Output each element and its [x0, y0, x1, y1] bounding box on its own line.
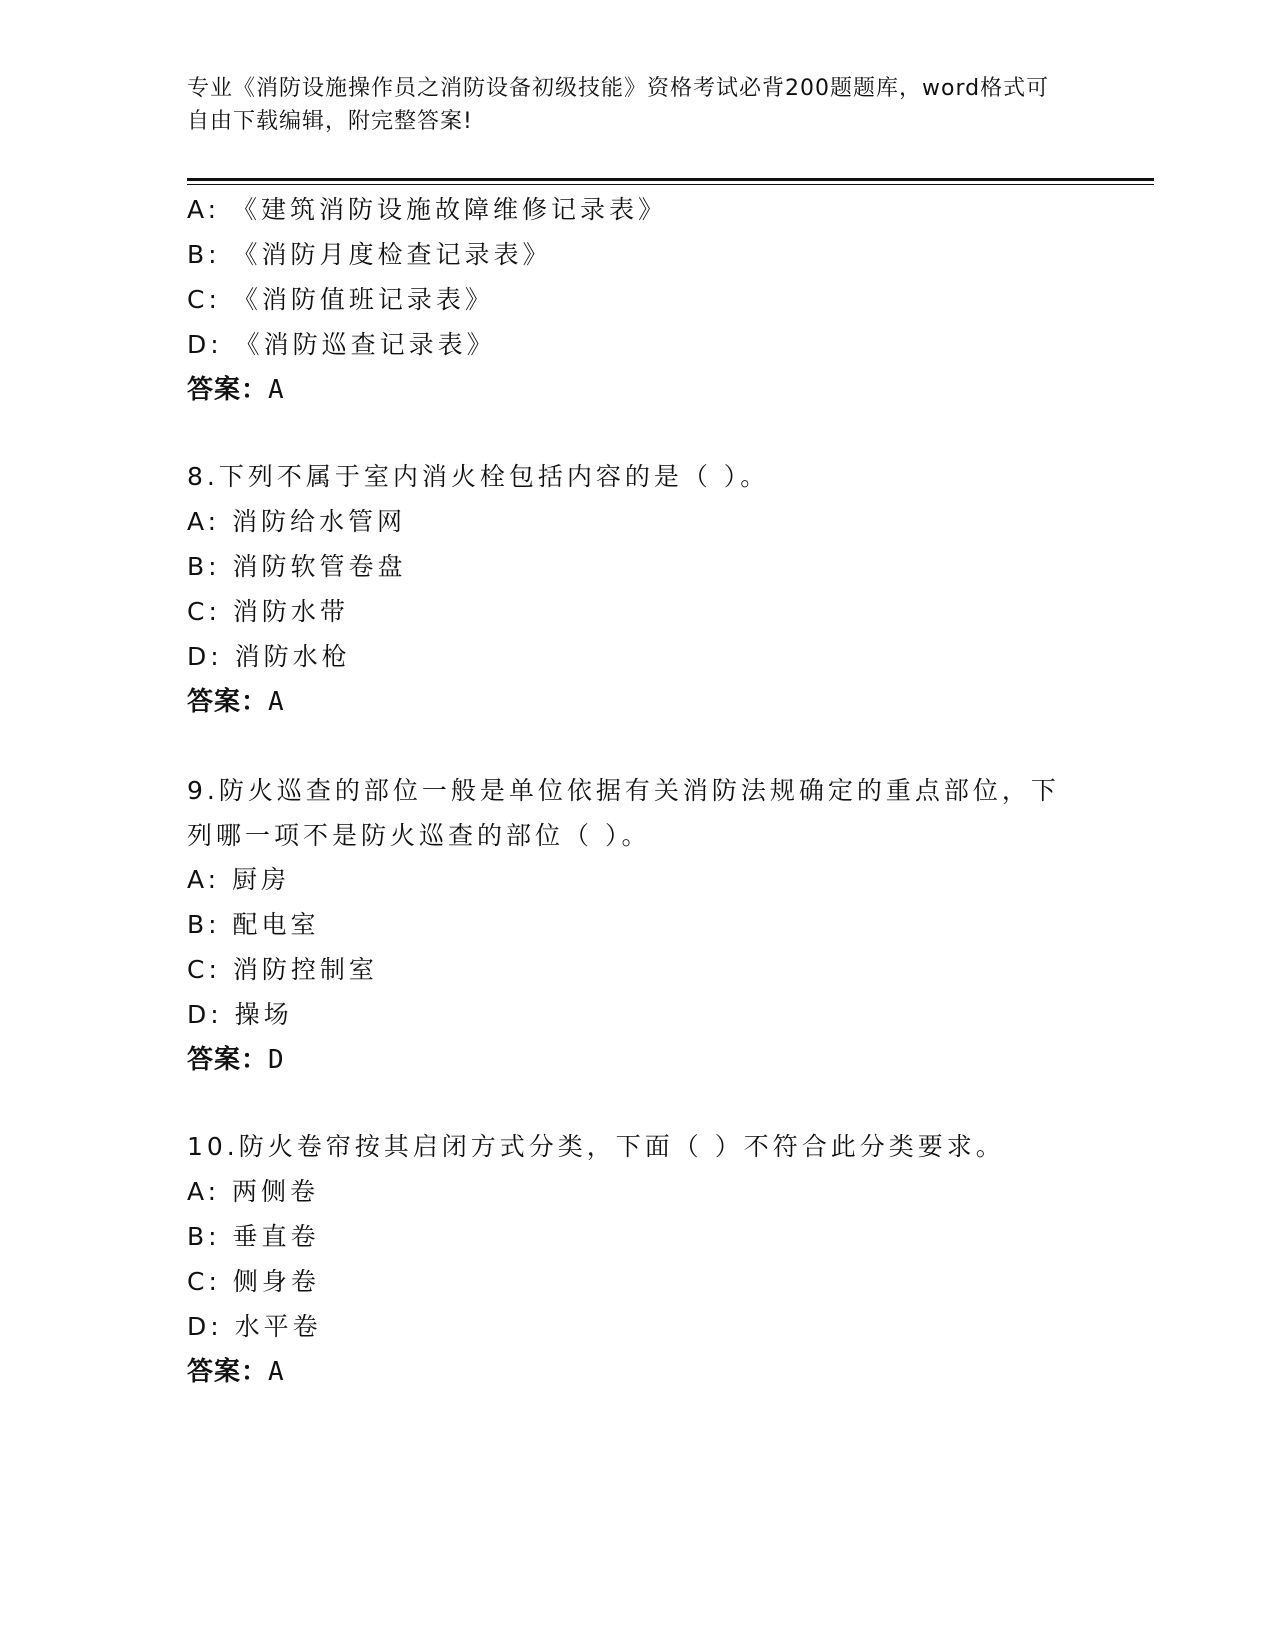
header-divider-thick: [187, 178, 1154, 181]
q8-answer-value: A: [268, 687, 285, 717]
q7-option-d: D: 《消防巡查记录表》: [187, 330, 496, 359]
q10-option-b: B: 垂直卷: [187, 1222, 320, 1251]
header-divider-thin: [187, 184, 1154, 185]
q7-answer-label: 答案：: [187, 375, 269, 405]
q8-option-b: B: 消防软管卷盘: [187, 552, 407, 581]
q8-answer-label: 答案：: [187, 687, 269, 717]
q9-option-b: B: 配电室: [187, 910, 320, 939]
q7-option-c: C: 《消防值班记录表》: [187, 285, 494, 314]
q9-answer-label: 答案：: [187, 1045, 269, 1075]
document-header: 专业《消防设施操作员之消防设备初级技能》资格考试必背200题题库，word格式可自由下载编辑，附完整答案!: [187, 76, 1050, 134]
q9-question-text: 9.防火巡查的部位一般是单位依据有关消防法规确定的重点部位，下列哪一项不是防火巡查的部位（ ）。: [187, 776, 1060, 850]
q10-answer: [187, 1355, 285, 1389]
q7-option-b: B: 《消防月度检查记录表》: [187, 240, 552, 269]
q9-answer-value: D: [268, 1045, 285, 1075]
q10-option-c: C: 侧身卷: [187, 1267, 320, 1296]
q7-option-a: A: 《建筑消防设施故障维修记录表》: [187, 195, 668, 224]
q10-option-d: D: 水平卷: [187, 1312, 322, 1341]
q9-option-a: A: 厨房: [187, 865, 291, 894]
q8-answer: [187, 685, 285, 719]
q8-option-a: A: 消防给水管网: [187, 507, 407, 536]
q8-question-text: 8.下列不属于室内消火栓包括内容的是（ ）。: [187, 462, 770, 491]
q9-option-c: C: 消防控制室: [187, 955, 378, 984]
q7-answer: [187, 373, 285, 407]
q10-question-text: 10.防火卷帘按其启闭方式分类，下面（ ）不符合此分类要求。: [187, 1132, 1005, 1161]
q8-option-c: C: 消防水带: [187, 597, 349, 626]
q9-option-d: D: 操场: [187, 1000, 293, 1029]
q7-answer-value: A: [268, 375, 285, 405]
q10-answer-value: A: [268, 1357, 285, 1387]
q9-answer: [187, 1043, 285, 1077]
q8-option-d: D: 消防水枪: [187, 642, 351, 671]
q10-option-a: A: 两侧卷: [187, 1177, 320, 1206]
q10-answer-label: 答案：: [187, 1357, 269, 1387]
